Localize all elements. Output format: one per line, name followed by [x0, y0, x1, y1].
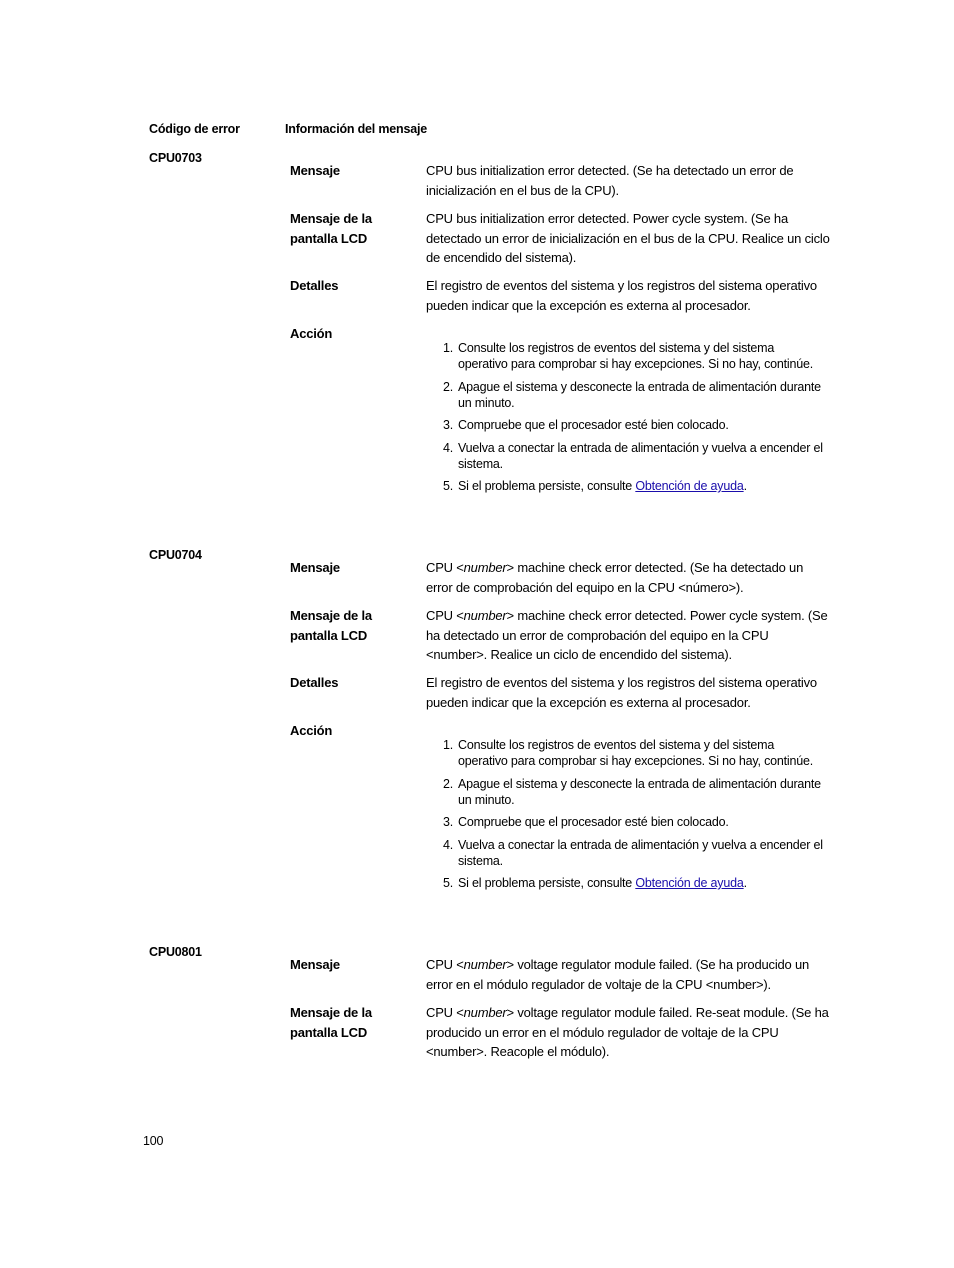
error-code: CPU0801: [149, 945, 202, 959]
action-item: 5. Si el problema persiste, consulte Obtención de ayuda.: [443, 876, 747, 890]
action-item: 5. Si el problema persiste, consulte Obtención de ayuda.: [443, 479, 747, 493]
header-error-code: Código de error: [149, 122, 240, 136]
lcd-text: CPU bus initialization error detected. Power cycle system. (Se ha detectado un error de inicialización en el bus de la CPU. Realice un ciclo de encendido del sistema).: [426, 211, 830, 265]
detalles-label: Detalles: [290, 278, 339, 293]
detalles-label: Detalles: [290, 675, 339, 690]
mensaje-text: CPU bus initialization error detected. (Se ha detectado un error de inicialización en el bus de la CPU).: [426, 163, 794, 198]
page-number: 100: [143, 1134, 164, 1148]
action-item: 1. Consulte los registros de eventos del sistema y del sistema operativo para comprobar si hay excepciones. Si no hay, continúe.: [443, 738, 814, 768]
detalles-text: El registro de eventos del sistema y los registros del sistema operativo pueden indicar que la excepción es externa al procesador.: [426, 278, 817, 313]
lcd-text: CPU <number> machine check error detected. Power cycle system. (Se ha detectado un error de comprobación del equipo en la CPU <number>. Realice un ciclo de encendido del sistema).: [426, 608, 828, 662]
action-list: [426, 737, 826, 898]
lcd-text: CPU <number> voltage regulator module failed. Re-seat module. (Se ha producido un error en el módulo regulador de voltaje de la CPU <number>. Reacople el módulo).: [426, 1005, 829, 1059]
lcd-label: Mensaje de la pantalla LCD: [290, 1005, 372, 1040]
action-item: 4. Vuelva a conectar la entrada de alimentación y vuelva a encender el sistema.: [443, 440, 823, 471]
action-item: 1. Consulte los registros de eventos del sistema y del sistema operativo para comprobar si hay excepciones. Si no hay, continúe.: [443, 341, 814, 371]
mensaje-label: Mensaje: [290, 957, 340, 972]
lcd-label: Mensaje de la pantalla LCD: [290, 211, 372, 246]
action-item: 3. Compruebe que el procesador esté bien colocado.: [443, 418, 729, 432]
action-item: 2. Apague el sistema y desconecte la entrada de alimentación durante un minuto.: [443, 776, 821, 807]
mensaje-text: CPU <number> machine check error detected. (Se ha detectado un error de comprobación del equipo en la CPU <número>).: [426, 560, 804, 595]
error-code: CPU0703: [149, 151, 202, 165]
action-item: 2. Apague el sistema y desconecte la entrada de alimentación durante un minuto.: [443, 379, 821, 410]
accion-label: Acción: [290, 723, 333, 738]
help-link[interactable]: Obtención de ayuda: [635, 479, 744, 493]
mensaje-label: Mensaje: [290, 163, 340, 178]
mensaje-label: Mensaje: [290, 560, 340, 575]
detalles-text: El registro de eventos del sistema y los registros del sistema operativo pueden indicar que la excepción es externa al procesador.: [426, 675, 817, 710]
error-code: CPU0704: [149, 548, 202, 562]
lcd-label: Mensaje de la pantalla LCD: [290, 608, 372, 643]
mensaje-text: CPU <number> voltage regulator module failed. (Se ha producido un error en el módulo regulador de voltaje de la CPU <number>).: [426, 957, 810, 992]
header-message-info: Información del mensaje: [285, 122, 427, 136]
action-item: 3. Compruebe que el procesador esté bien colocado.: [443, 815, 729, 829]
accion-label: Acción: [290, 326, 333, 341]
help-link[interactable]: Obtención de ayuda: [635, 876, 744, 890]
action-item: 4. Vuelva a conectar la entrada de alimentación y vuelva a encender el sistema.: [443, 837, 823, 868]
action-list: [426, 340, 826, 501]
